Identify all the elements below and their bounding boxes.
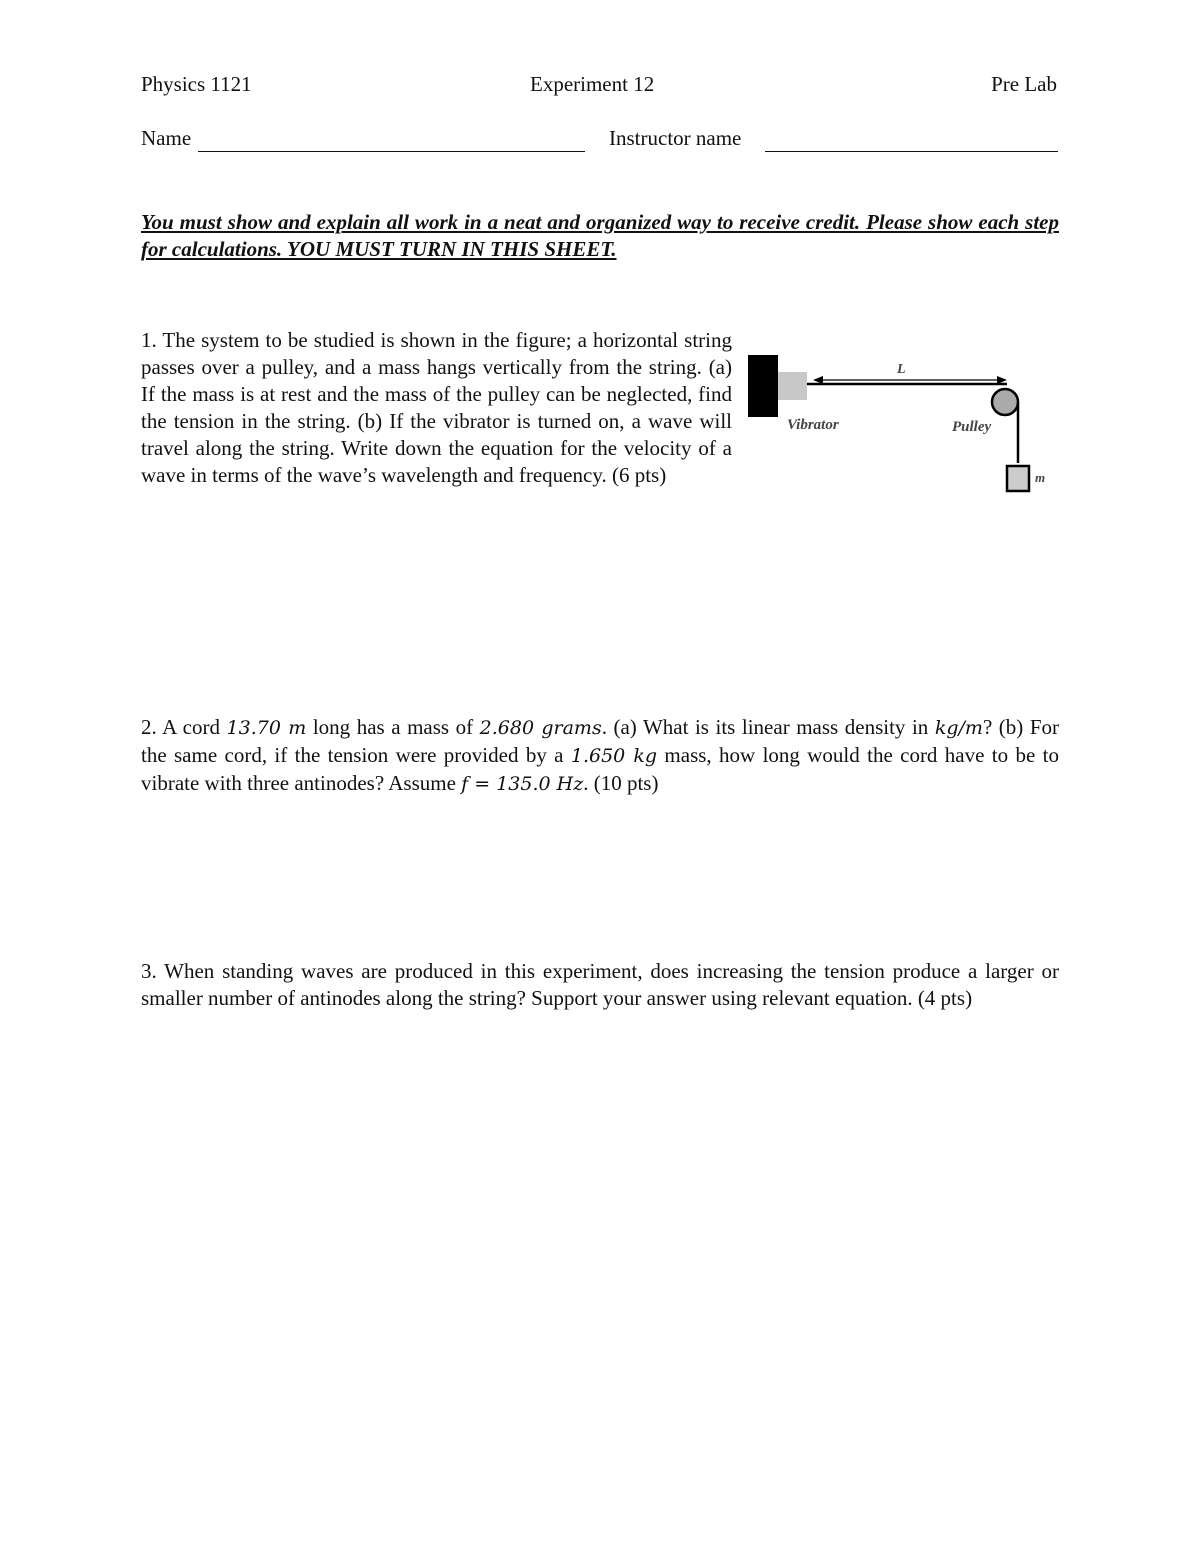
q2-text-2: long has a mass of (306, 715, 480, 739)
cord-mass-value: 2.680 grams (479, 717, 602, 739)
pulley-label: Pulley (952, 419, 992, 435)
document-type: Pre Lab (991, 72, 1057, 96)
q2-text-5: mass, how long would the cord have to be to vibrate with three antinodes? Assume (141, 743, 1059, 795)
instructor-name-label: Instructor name (609, 126, 742, 150)
question-1: 1. The system to be studied is shown in the figure; a horizontal string passes over a pulley, and a mass hangs vertically from the string. (a) If the mass is at rest and the mass of the pulley can be neglected, find the tension in the string. (b) If the vibrator is turned on, a wave will travel along the string. Write down the equation for the velocity of a wave in terms of the wave’s wavelength and frequency. (6 pts) (141, 328, 732, 487)
hanging-mass (1007, 466, 1029, 491)
course-title: Physics 1121 (141, 72, 252, 96)
q2-text-3: . (a) What is its linear mass density in (601, 715, 935, 739)
cord-length-value: 13.70 m (226, 717, 307, 739)
vibrator-wall (748, 355, 778, 417)
density-unit: kg/m (934, 717, 983, 739)
q2-text-4: ? (b) For the same cord, if the tension were provided by a (141, 715, 1059, 767)
instructions: You must show and explain all work in a neat and organized way to receive credit. Please show each step for calculations. YOU MUST TURN IN THIS SHEET. (141, 210, 1059, 261)
question-2 (141, 714, 1059, 798)
vibrator-block (778, 372, 807, 400)
q2-text-1: 2. A cord (141, 715, 227, 739)
name-field[interactable] (198, 151, 585, 152)
pulley-wheel (992, 389, 1018, 415)
q2-text-6: . (10 pts) (583, 771, 659, 795)
question-3: 3. When standing waves are produced in this experiment, does increasing the tension produce a larger or smaller number of antinodes along the string? Support your answer using relevant equation. (4 pts) (141, 959, 1059, 1010)
length-label: L (897, 362, 906, 377)
instructor-name-field[interactable] (765, 151, 1058, 152)
mass-label: m (1035, 470, 1046, 485)
vibrator-label: Vibrator (787, 417, 839, 433)
string-pulley-figure (745, 345, 1065, 505)
experiment-title: Experiment 12 (530, 72, 655, 96)
name-label: Name (141, 126, 192, 150)
frequency-value: f = 135.0 Hz (461, 773, 584, 795)
hanging-mass-value: 1.650 kg (570, 745, 658, 767)
